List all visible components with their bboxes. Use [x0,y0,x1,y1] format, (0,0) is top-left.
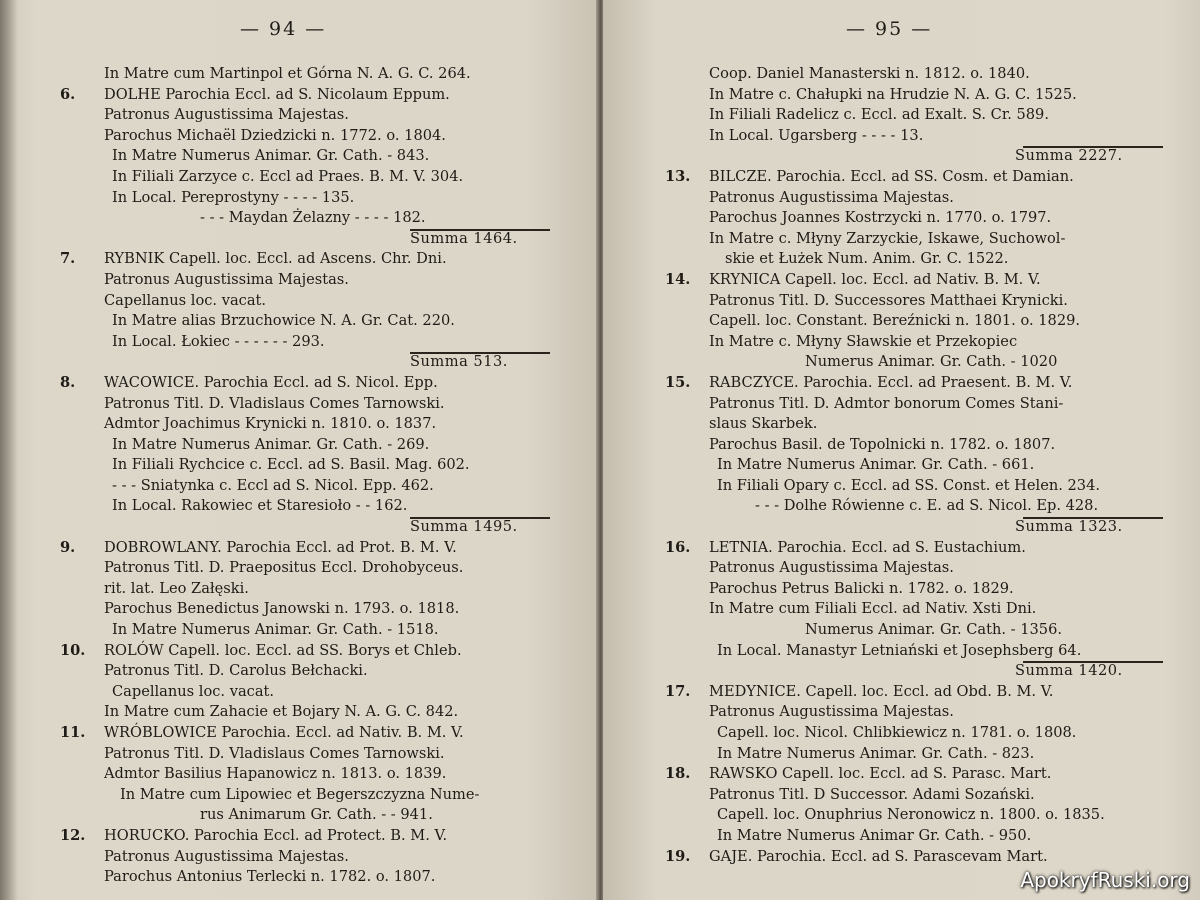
entry-number: 15. [665,373,691,391]
text-line [60,702,550,723]
line-text: - - - Dolhe Rówienne c. E. ad S. Nicol. Ep. 428. [755,497,1099,515]
text-line [665,764,1163,785]
page-number-left: — 94 — [240,18,327,40]
text-line [665,620,1163,641]
entry-number: 6. [60,85,76,103]
text-line [665,85,1163,106]
line-text: Admtor Basilius Hapanowicz n. 1813. o. 1839. [104,765,447,783]
line-text: In Matre c. Młyny Zarzyckie, Iskawe, Suchowol- [709,229,1066,247]
summa-total: Summa 1323. [1015,518,1123,536]
text-line [60,188,550,209]
text-line [60,538,550,559]
line-text: Patronus Augustissima Majestas. [709,188,954,206]
line-text: In Local. Manastyr Letniański et Josephsberg 64. [717,641,1082,659]
summa-total: Summa 2227. [1015,147,1123,165]
line-text: Patronus Titl. D. Praepositus Eccl. Drohobyceus. [104,559,464,577]
text-line [665,249,1163,270]
text-line [60,847,550,868]
entry-number: 10. [60,641,86,659]
summa-total: Summa 1495. [410,518,518,536]
line-text: WACOWICE. Parochia Eccl. ad S. Nicol. Epp. [104,373,438,391]
text-line [665,270,1163,291]
text-line [665,723,1163,744]
line-text: - - - Sniatynka c. Eccl ad S. Nicol. Epp. 462. [112,476,434,494]
text-line [665,126,1163,147]
line-text: In Matre cum Filiali Eccl. ad Nativ. Xsti Dni. [709,600,1037,618]
line-text: In Local. Pereprostyny - - - - 135. [112,188,355,206]
text-line [665,496,1163,517]
line-text: ROLÓW Capell. loc. Eccl. ad SS. Borys et Chleb. [104,641,462,659]
text-line [665,414,1163,435]
text-line [665,455,1163,476]
entry-number: 8. [60,373,76,391]
text-line [665,435,1163,456]
entry-number: 12. [60,826,86,844]
line-text: Patronus Titl. D. Vladislaus Comes Tarnowski. [104,394,445,412]
text-line [665,744,1163,765]
text-line [665,229,1163,250]
line-text: RYBNIK Capell. loc. Eccl. ad Ascens. Chr. Dni. [104,250,447,268]
right-page-text [665,64,1163,867]
text-line [665,538,1163,559]
line-text: Patronus Titl. D. Successores Matthaei Krynicki. [709,291,1068,309]
text-line [60,394,550,415]
right-page [603,0,1200,900]
text-line [665,146,1163,167]
line-text: Patronus Augustissima Majestas. [709,559,954,577]
line-text: rus Animarum Gr. Cath. - - 941. [200,806,433,824]
text-line [60,373,550,394]
text-line [665,826,1163,847]
line-text: In Matre c. Młyny Sławskie et Przekopiec [709,332,1018,350]
text-line [60,455,550,476]
text-line [60,414,550,435]
text-line [60,249,550,270]
line-text: In Local. Rakowiec et Staresioło - - 162. [112,497,408,515]
text-line [60,435,550,456]
text-line [60,867,550,888]
text-line [60,352,550,373]
line-text: In Matre Numerus Animar. Gr. Cath. - 269. [112,435,430,453]
text-line [60,146,550,167]
text-line [60,270,550,291]
line-text: rit. lat. Leo Załęski. [104,579,249,597]
line-text: Parochus Antonius Terlecki n. 1782. o. 1807. [104,868,436,886]
text-line [665,517,1163,538]
entry-number: 19. [665,847,691,865]
line-text: Admtor Joachimus Krynicki n. 1810. o. 1837. [104,415,437,433]
text-line [60,805,550,826]
line-text: BILCZE. Parochia. Eccl. ad SS. Cosm. et Damian. [709,167,1074,185]
line-text: In Local. Ugarsberg - - - - 13. [709,126,924,144]
line-text: In Filiali Opary c. Eccl. ad SS. Const. et Helen. 234. [717,476,1101,494]
text-line [665,641,1163,662]
text-line [60,785,550,806]
text-line [60,723,550,744]
text-line [60,579,550,600]
line-text: Capell. loc. Onuphrius Neronowicz n. 1800. o. 1835. [717,806,1105,824]
text-line [665,373,1163,394]
line-text: Coop. Daniel Manasterski n. 1812. o. 1840. [709,65,1030,82]
line-text: Parochus Michaël Dziedzicki n. 1772. o. 1804. [104,126,446,144]
text-line [665,579,1163,600]
line-text: Patronus Titl. D. Admtor bonorum Comes Stani- [709,394,1064,412]
text-line [60,332,550,353]
text-line [60,744,550,765]
text-line [60,229,550,250]
text-line [60,599,550,620]
text-line [60,517,550,538]
text-line [665,476,1163,497]
text-line [60,826,550,847]
line-text: In Matre alias Brzuchowice N. A. Gr. Cat. 220. [112,312,455,330]
line-text: KRYNICA Capell. loc. Eccl. ad Nativ. B. M. V. [709,270,1041,288]
entry-number: 17. [665,682,691,700]
text-line [60,661,550,682]
text-line [60,682,550,703]
line-text: Patronus Augustissima Majestas. [709,703,954,721]
text-line [60,167,550,188]
text-line [665,847,1163,868]
entry-number: 13. [665,167,691,185]
line-text: RABCZYCE. Parochia. Eccl. ad Praesent. B. M. V. [709,373,1073,391]
entry-number: 7. [60,250,76,268]
line-text: HORUCKO. Parochia Eccl. ad Protect. B. M. V. [104,826,448,844]
text-line [665,785,1163,806]
entry-number: 14. [665,270,691,288]
text-line [60,126,550,147]
line-text: - - - Maydan Żelazny - - - - 182. [200,209,426,227]
watermark-text: ApokryfRuski.org [1020,868,1190,892]
text-line [665,167,1163,188]
line-text: Patronus Titl. D. Vladislaus Comes Tarnowski. [104,744,445,762]
text-line [60,641,550,662]
text-line [665,188,1163,209]
line-text: DOLHE Parochia Eccl. ad S. Nicolaum Eppum. [104,85,450,103]
text-line [60,558,550,579]
line-text: Capellanus loc. vacat. [112,682,275,700]
text-line [60,764,550,785]
text-line [665,105,1163,126]
page-number-right: — 95 — [846,18,933,40]
text-line [665,311,1163,332]
text-line [60,620,550,641]
entry-number: 16. [665,538,691,556]
line-text: In Filiali Zarzyce c. Eccl ad Praes. B. M. V. 304. [112,167,464,185]
text-line [665,661,1163,682]
text-line [665,64,1163,85]
text-line [60,311,550,332]
line-text: Parochus Basil. de Topolnicki n. 1782. o. 1807. [709,435,1056,453]
line-text: In Matre cum Lipowiec et Begerszczyzna Nume- [120,785,480,803]
text-line [665,352,1163,373]
text-line [665,291,1163,312]
page-edge-shadow [0,0,18,900]
entry-number: 9. [60,538,76,556]
line-text: slaus Skarbek. [709,415,818,433]
text-line [665,394,1163,415]
line-text: In Matre Numerus Animar. Gr. Cath. - 661. [717,456,1035,474]
summa-total: Summa 1464. [410,229,518,247]
line-text: In Filiali Rychcice c. Eccl. ad S. Basil. Mag. 602. [112,456,470,474]
entry-number: 11. [60,724,86,741]
line-text: Patronus Titl. D. Carolus Bełchacki. [104,662,368,680]
text-line [665,208,1163,229]
text-line [665,332,1163,353]
line-text: Patronus Augustissima Majestas. [104,847,349,865]
text-line [665,682,1163,703]
line-text: In Matre Numerus Animar. Gr. Cath. - 1518. [112,621,439,639]
line-text: RAWSKO Capell. loc. Eccl. ad S. Parasc. Mart. [709,765,1052,783]
text-line [60,496,550,517]
line-text: In Matre c. Chałupki na Hrudzie N. A. G. C. 1525. [709,85,1077,103]
line-text: Numerus Animar. Gr. Cath. - 1356. [805,621,1063,639]
line-text: DOBROWLANY. Parochia Eccl. ad Prot. B. M. V. [104,538,457,556]
text-line [60,208,550,229]
line-text: Patronus Augustissima Majestas. [104,106,349,124]
entry-number: 18. [665,765,691,783]
text-line [60,476,550,497]
text-line [665,805,1163,826]
left-page-text [60,64,550,888]
summa-total: Summa 513. [410,353,508,371]
line-text: Capellanus loc. vacat. [104,291,267,309]
line-text: Parochus Petrus Balicki n. 1782. o. 1829. [709,579,1014,597]
line-text: In Matre Numerus Animar. Gr. Cath. - 823. [717,744,1035,762]
line-text: Parochus Joannes Kostrzycki n. 1770. o. 1797. [709,209,1052,227]
text-line [665,702,1163,723]
line-text: Numerus Animar. Gr. Cath. - 1020 [805,353,1058,371]
line-text: WRÓBLOWICE Parochia. Eccl. ad Nativ. B. M. V. [104,724,464,741]
line-text: In Matre cum Martinpol et Górna N. A. G. C. 264. [104,65,471,82]
line-text: skie et Łużek Num. Anim. Gr. C. 1522. [725,250,1009,268]
line-text: Parochus Benedictus Janowski n. 1793. o. 1818. [104,600,460,618]
text-line [665,558,1163,579]
line-text: LETNIA. Parochia. Eccl. ad S. Eustachium. [709,538,1026,556]
line-text: In Matre Numerus Animar. Gr. Cath. - 843. [112,147,430,165]
summa-total: Summa 1420. [1015,662,1123,680]
left-page [0,0,598,900]
text-line [60,64,550,85]
text-line [60,291,550,312]
line-text: Patronus Augustissima Majestas. [104,270,349,288]
line-text: In Local. Łokiec - - - - - - 293. [112,332,325,350]
line-text: GAJE. Parochia. Eccl. ad S. Parascevam Mart. [709,847,1048,865]
text-line [60,105,550,126]
text-line [60,85,550,106]
text-line [665,599,1163,620]
line-text: In Filiali Radelicz c. Eccl. ad Exalt. S. Cr. 589. [709,106,1049,124]
line-text: In Matre cum Zahacie et Bojary N. A. G. C. 842. [104,703,459,721]
line-text: Patronus Titl. D Successor. Adami Sozański. [709,785,1035,803]
line-text: In Matre Numerus Animar Gr. Cath. - 950. [717,826,1032,844]
line-text: Capell. loc. Nicol. Chlibkiewicz n. 1781. o. 1808. [717,724,1077,741]
line-text: MEDYNICE. Capell. loc. Eccl. ad Obd. B. M. V. [709,682,1054,700]
line-text: Capell. loc. Constant. Bereźnicki n. 1801. o. 1829. [709,312,1081,330]
